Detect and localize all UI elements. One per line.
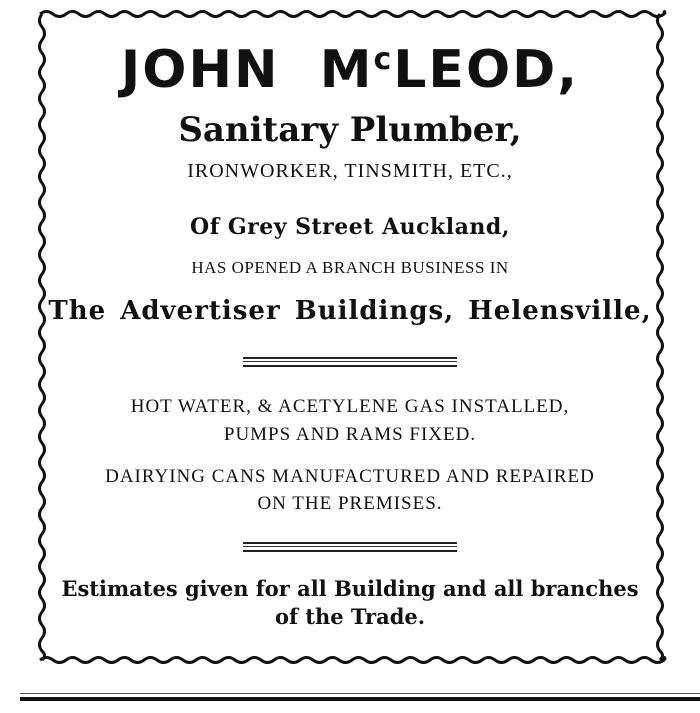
bottom-rule xyxy=(20,697,700,701)
trade-title: Sanitary Plumber, xyxy=(178,110,522,150)
name-mc: M xyxy=(319,40,374,100)
bottom-rule-thin xyxy=(20,693,700,694)
service-line-1: HOT WATER, & ACETYLENE GAS INSTALLED, xyxy=(130,396,570,417)
announcement-line: HAS OPENED A BRANCH BUSINESS IN xyxy=(191,258,509,277)
dairy-line-1: DAIRYING CANS MANUFACTURED AND REPAIRED xyxy=(105,466,595,487)
name-last: LEOD, xyxy=(393,40,580,100)
estimates-line-2: of the Trade. xyxy=(274,604,426,629)
estimates-line-1: Estimates given for all Building and all branches xyxy=(61,576,639,601)
divider-rule-2 xyxy=(243,542,457,552)
dairy-line-2: ON THE PREMISES. xyxy=(257,493,443,514)
wavy-border-top xyxy=(40,12,665,17)
origin-line: Of Grey Street Auckland, xyxy=(190,214,510,240)
subtrades: IRONWORKER, TINSMITH, ETC., xyxy=(187,160,513,182)
wavy-border-bottom xyxy=(40,658,665,663)
service-line-2: PUMPS AND RAMS FIXED. xyxy=(223,424,477,445)
business-name xyxy=(0,40,700,100)
name-first: JOHN xyxy=(120,40,280,100)
divider-rule-1 xyxy=(243,357,457,367)
name-mc-superscript: c xyxy=(373,42,394,77)
location-line: The Advertiser Buildings, Helensville, xyxy=(48,296,652,326)
